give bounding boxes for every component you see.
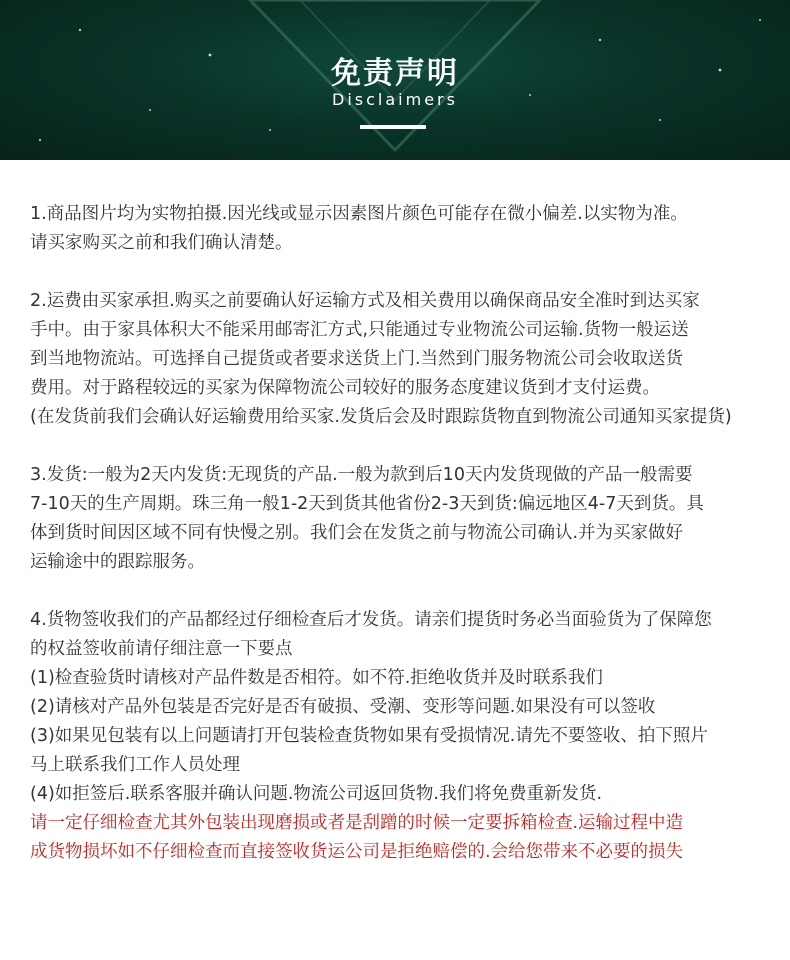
banner-star (659, 119, 661, 121)
disclaimer-content (0, 160, 790, 867)
section-line: 1.商品图片均为实物拍摄.因光线或显示因素图片颜色可能存在微小偏差.以实物为准。 (30, 204, 688, 224)
page-title: 免责声明 (331, 56, 459, 91)
banner-star (269, 129, 271, 131)
section-shipping-cost (30, 287, 790, 432)
section-line: 的权益签收前请仔细注意一下要点 (30, 639, 293, 659)
disclaimer-banner (0, 0, 790, 160)
section-line: 手中。由于家具体积大不能采用邮寄汇方式,只能通过专业物流公司运输.货物一般运送 (30, 320, 689, 340)
section-delivery (30, 461, 790, 577)
section-receipt (30, 606, 790, 867)
section-line: (4)如拒签后.联系客服并确认问题.物流公司返回货物.我们将免费重新发货. (30, 784, 603, 804)
title-underline (360, 125, 426, 129)
section-line: 费用。对于路程较远的买家为保障物流公司较好的服务态度建议货到才支付运费。 (30, 378, 660, 398)
banner-star (759, 19, 761, 21)
section-line: 马上联系我们工作人员处理 (30, 755, 240, 775)
section-line: 3.发货:一般为2天内发货:无现货的产品.一般为款到后10天内发货现做的产品一般需要 (30, 465, 693, 485)
banner-star (39, 139, 41, 141)
banner-star (599, 39, 601, 41)
section-line: (3)如果见包装有以上问题请打开包装检查货物如果有受损情况.请先不要签收、拍下照片 (30, 726, 708, 746)
banner-star (149, 109, 151, 111)
section-line: 2.运费由买家承担.购买之前要确认好运输方式及相关费用以确保商品安全准时到达买家 (30, 291, 700, 311)
section-line: (在发货前我们会确认好运输费用给买家.发货后会及时跟踪货物直到物流公司通知买家提货) (30, 407, 732, 427)
section-product-images (30, 160, 790, 258)
section-line: 体到货时间因区域不同有快慢之别。我们会在发货之前与物流公司确认.并为买家做好 (30, 523, 684, 543)
warning-line: 成货物损坏如不仔细检查而直接签收货运公司是拒绝赔偿的.会给您带来不必要的损失 (30, 842, 684, 862)
section-line: 到当地物流站。可选择自己提货或者要求送货上门.当然到门服务物流公司会收取送货 (30, 349, 684, 369)
section-line: 运输途中的跟踪服务。 (30, 552, 205, 572)
section-line: 请买家购买之前和我们确认清楚。 (30, 233, 293, 253)
warning-line: 请一定仔细检查尤其外包装出现磨损或者是刮蹭的时候一定要拆箱检查.运输过程中造 (30, 813, 684, 833)
page-subtitle: Disclaimers (332, 90, 458, 109)
section-line: (2)请核对产品外包装是否完好是否有破损、受潮、变形等问题.如果没有可以签收 (30, 697, 656, 717)
section-line: 4.货物签收我们的产品都经过仔细检查后才发货。请亲们提货时务必当面验货为了保障您 (30, 610, 712, 630)
section-line: (1)检查验货时请核对产品件数是否相符。如不符.拒绝收货并及时联系我们 (30, 668, 603, 688)
banner-star (79, 29, 81, 31)
section-line: 7-10天的生产周期。珠三角一般1-2天到货其他省份2-3天到货:偏远地区4-7天到货。具 (30, 494, 704, 514)
